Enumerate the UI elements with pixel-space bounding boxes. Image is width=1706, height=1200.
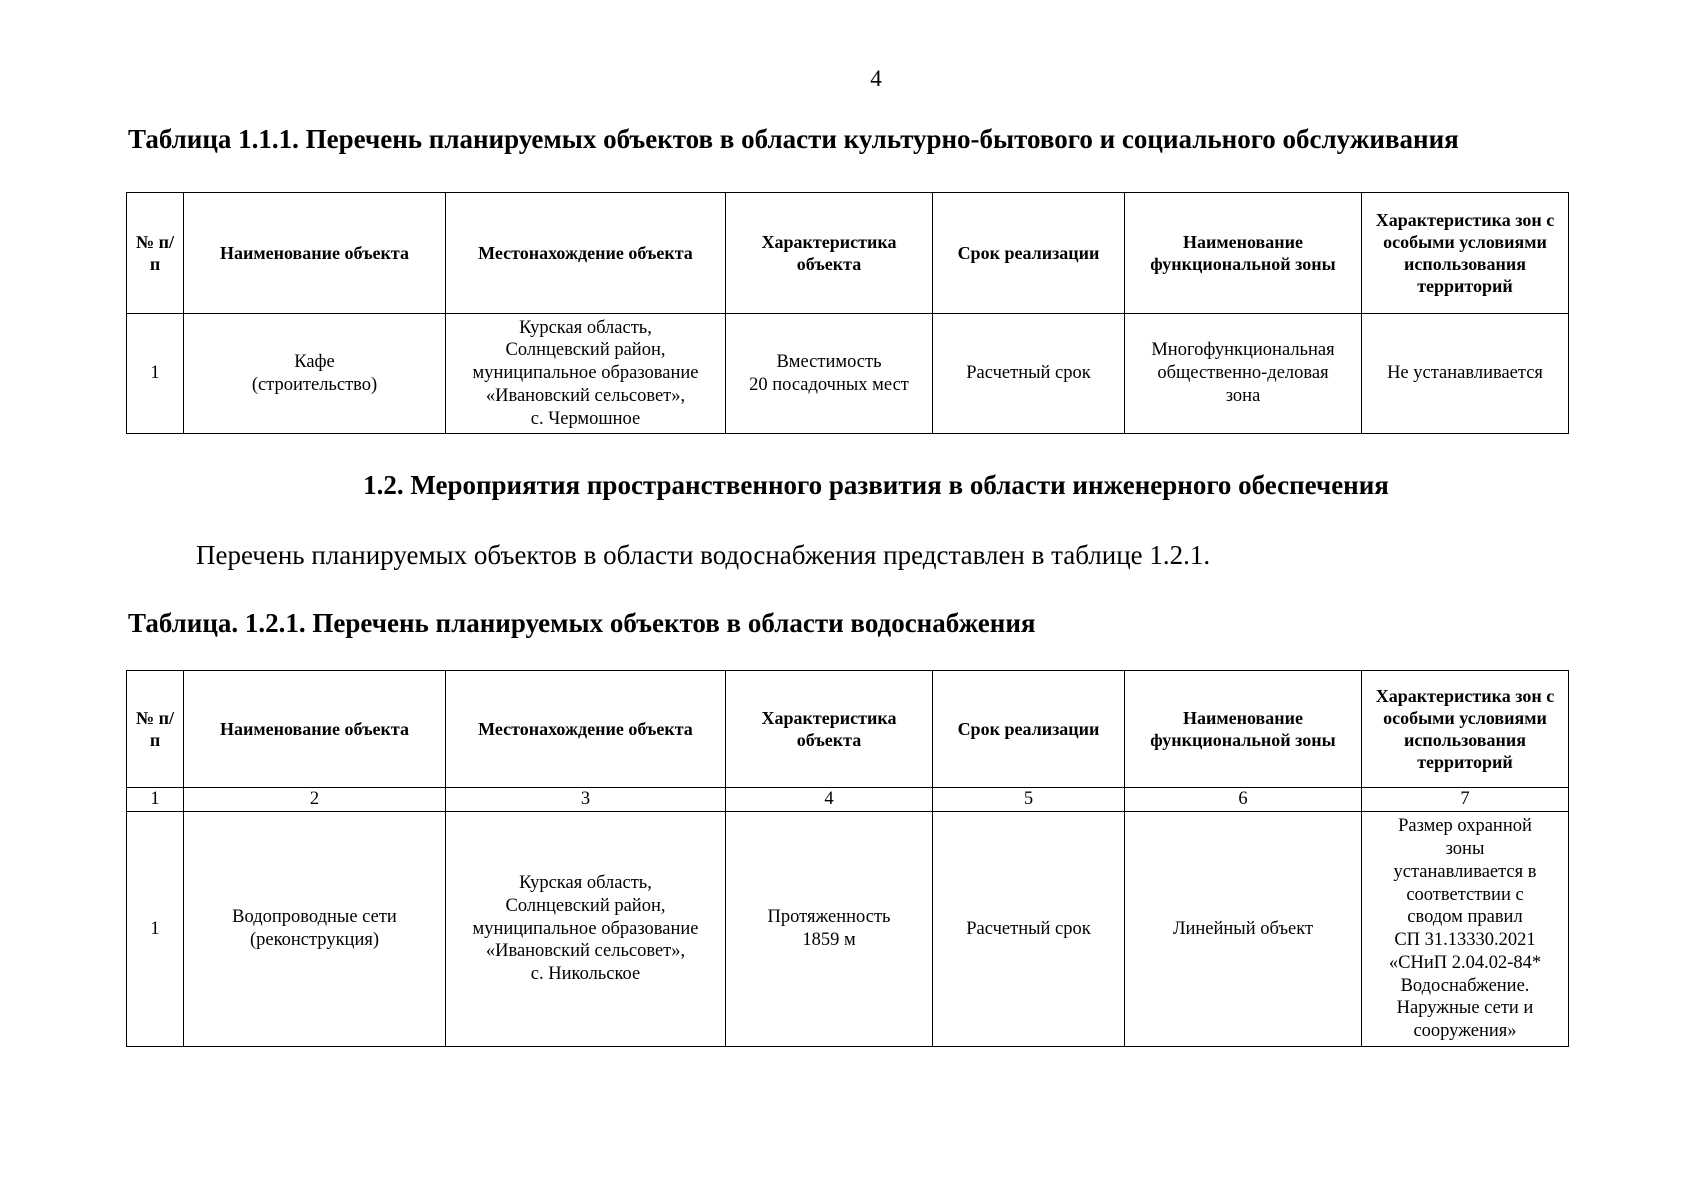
cell-line: Размер охранной (1398, 816, 1532, 837)
header-term: Срок реализации (933, 193, 1125, 314)
cell-term: Расчетный срок (933, 812, 1125, 1047)
cell-characteristic (726, 314, 933, 434)
header-num: № п/п (127, 193, 184, 314)
cell-num: 1 (127, 314, 184, 434)
column-number: 6 (1125, 788, 1362, 812)
cell-line: «Ивановский сельсовет», (485, 941, 686, 962)
cell-line: Вместимость (776, 351, 882, 372)
column-number: 1 (127, 788, 184, 812)
column-number: 5 (933, 788, 1125, 812)
cell-line: с. Никольское (530, 964, 641, 985)
header-num: № п/п (127, 671, 184, 788)
cell-line: Водопроводные сети (232, 907, 397, 928)
column-number: 7 (1362, 788, 1569, 812)
cell-zone (1125, 314, 1362, 434)
cell-line: зона (1225, 385, 1261, 406)
cell-line: муниципальное образование (472, 363, 699, 384)
cell-line: сооружения» (1413, 1021, 1517, 1041)
cell-line: муниципальное образование (472, 918, 699, 939)
cell-line: «Ивановский сельсовет», (485, 385, 686, 406)
table-2 (126, 670, 1569, 1047)
column-number-row (127, 788, 1569, 812)
header-term: Срок реализации (933, 671, 1125, 788)
cell-line: сводом правил (1407, 907, 1523, 928)
cell-num: 1 (127, 812, 184, 1047)
section-heading: 1.2. Мероприятия пространственного развития в области инженерного обеспечения (363, 470, 1389, 500)
page-number: 4 (870, 66, 882, 91)
body-paragraph: Перечень планируемых объектов в области водоснабжения представлен в таблице 1.2.1. (196, 540, 1211, 570)
cell-line: зоны (1445, 839, 1485, 859)
table-2-header-row (127, 671, 1569, 788)
header-name: Наименование объекта (184, 193, 446, 314)
cell-special (1362, 812, 1569, 1047)
cell-characteristic (726, 812, 933, 1047)
cell-line: (строительство) (251, 374, 378, 395)
cell-line: соответствии с (1406, 884, 1524, 905)
cell-line: Солнцевский район, (505, 895, 666, 916)
cell-line: Многофункциональная (1151, 340, 1335, 361)
cell-line: Наружные сети и (1396, 998, 1534, 1019)
table-row (127, 314, 1569, 434)
table-row (127, 812, 1569, 1047)
cell-line: Протяженность (767, 907, 891, 928)
cell-line: СП 31.13330.2021 (1394, 930, 1536, 950)
cell-term: Расчетный срок (933, 314, 1125, 434)
header-special: Характеристика зон с особыми условиями использования территорий (1362, 671, 1569, 788)
header-special: Характеристика зон с особыми условиями использования территорий (1362, 193, 1569, 314)
cell-name (184, 314, 446, 434)
column-number: 4 (726, 788, 933, 812)
cell-line: (реконструкция) (249, 930, 380, 950)
column-number: 3 (446, 788, 726, 812)
cell-line: общественно-деловая (1157, 363, 1329, 384)
cell-location (446, 812, 726, 1047)
cell-line: 20 посадочных мест (749, 374, 909, 395)
cell-line: Водоснабжение. (1400, 975, 1530, 996)
table-1 (126, 192, 1569, 434)
cell-line: Кафе (294, 351, 335, 372)
cell-line: 1859 м (802, 930, 856, 950)
column-number: 2 (184, 788, 446, 812)
header-characteristic: Характеристика объекта (726, 671, 933, 788)
header-characteristic: Характеристика объекта (726, 193, 933, 314)
table-1-title: Таблица 1.1.1. Перечень планируемых объектов в области культурно-бытового и социального обслуживания (128, 124, 1459, 154)
header-location: Местонахождение объекта (446, 671, 726, 788)
cell-name (184, 812, 446, 1047)
cell-location (446, 314, 726, 434)
header-name: Наименование объекта (184, 671, 446, 788)
cell-line: «СНиП 2.04.02-84* (1388, 952, 1542, 973)
cell-zone: Линейный объект (1125, 812, 1362, 1047)
cell-special: Не устанавливается (1362, 314, 1569, 434)
cell-line: Курская область, (519, 317, 652, 338)
table-2-title: Таблица. 1.2.1. Перечень планируемых объектов в области водоснабжения (128, 608, 1036, 638)
cell-line: Курская область, (519, 873, 652, 894)
table-1-header-row (127, 193, 1569, 314)
header-location: Местонахождение объекта (446, 193, 726, 314)
cell-line: Солнцевский район, (505, 340, 666, 361)
cell-line: с. Чермошное (530, 408, 641, 429)
header-zone: Наименование функциональной зоны (1125, 193, 1362, 314)
header-zone: Наименование функциональной зоны (1125, 671, 1362, 788)
cell-line: устанавливается в (1393, 861, 1537, 882)
